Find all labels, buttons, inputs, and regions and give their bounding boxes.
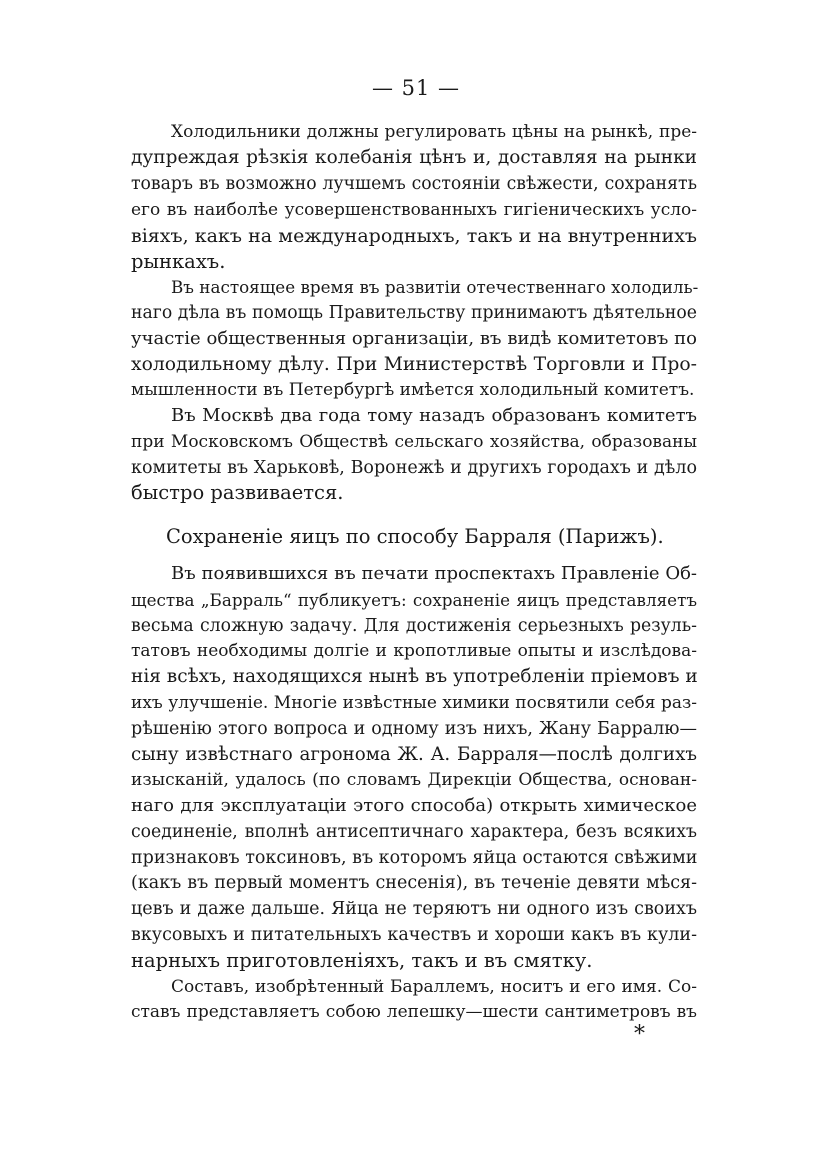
signature-mark: * <box>634 1022 645 1047</box>
text-line: изысканій, удалось (по словамъ Дирекціи Общества, основан- <box>131 770 697 790</box>
text-line: наго дѣла въ помощь Правительству принимаютъ дѣятельное <box>131 303 697 323</box>
text-line: рынкахъ. <box>131 250 226 273</box>
text-line: віяхъ, какъ на международныхъ, такъ и на внутреннихъ <box>131 225 697 247</box>
text-line: комитеты въ Харьковѣ, Воронежѣ и другихъ городахъ и дѣло <box>131 458 697 478</box>
text-line: дупреждая рѣзкія колебанія цѣнъ и, доставляя на рынки <box>131 147 697 168</box>
text-line: ихъ улучшеніе. Многіе извѣстные химики посвятили себя раз- <box>131 693 697 713</box>
text-line: мышленности въ Петербургѣ имѣется холодильный комитетъ. <box>131 380 695 400</box>
text-line: признаковъ токсиновъ, въ которомъ яйца остаются свѣжими <box>131 848 698 868</box>
text-line: Въ появившихся въ печати проспектахъ Правленіе Об- <box>171 563 697 584</box>
text-line: (какъ въ первый моментъ снесенія), въ теченіе девяти мѣся- <box>131 873 697 893</box>
text-line: весьма сложную задачу. Для достиженія серьезныхъ резуль- <box>131 616 697 636</box>
text-line: соединеніе, вполнѣ антисептичнаго характера, безъ всякихъ <box>131 822 697 842</box>
page-number: — 51 — <box>371 76 461 100</box>
text-line: Въ настоящее время въ развитіи отечественнаго холодиль- <box>171 277 699 297</box>
text-line: при Московскомъ Обществѣ сельскаго хозяйства, образованы <box>131 432 697 452</box>
text-line: нарныхъ приготовленіяхъ, такъ и въ смятку. <box>131 949 593 972</box>
text-line: вкусовыхъ и питательныхъ качествъ и хороши какъ въ кули- <box>131 925 697 945</box>
text-line: его въ наиболѣе усовершенствованныхъ гигіеническихъ усло- <box>131 200 697 220</box>
text-line: товаръ въ возможно лучшемъ состояніи свѣжести, сохранять <box>131 174 697 194</box>
text-line: ставъ представляетъ собою лепешку—шести сантиметровъ въ <box>131 1002 697 1022</box>
text-line: Составъ, изобрѣтенный Бараллемъ, носитъ и его имя. Со- <box>171 977 697 997</box>
text-line: Холодильники должны регулировать цѣны на рынкѣ, пре- <box>171 122 697 142</box>
section-heading: Сохраненіе яицъ по способу Барраля (Парижъ). <box>166 525 664 548</box>
text-line: холодильному дѣлу. При Министерствѣ Торговли и Про- <box>131 354 697 375</box>
text-line: участіе общественныя организаціи, въ видѣ комитетовъ по <box>131 328 697 349</box>
text-line: наго для эксплуатаціи этого способа) открыть химическое <box>131 795 697 816</box>
text-line: сыну извѣстнаго агронома Ж. А. Барраля—послѣ долгихъ <box>131 744 697 765</box>
text-line: нія всѣхъ, находящихся нынѣ въ употребленіи пріемовъ и <box>131 666 698 687</box>
text-line: татовъ необходимы долгіе и кропотливые опыты и изслѣдова- <box>131 641 697 661</box>
text-line: цевъ и даже дальше. Яйца не теряютъ ни одного изъ своихъ <box>131 899 697 919</box>
text-line: рѣшенію этого вопроса и одному изъ нихъ, Жану Барралю— <box>131 719 697 739</box>
text-line: быстро развивается. <box>131 481 344 504</box>
text-line: щества „Барраль“ публикуетъ: сохраненіе яицъ представляетъ <box>131 590 697 610</box>
text-line: Въ Москвѣ два года тому назадъ образованъ комитетъ <box>171 405 697 426</box>
